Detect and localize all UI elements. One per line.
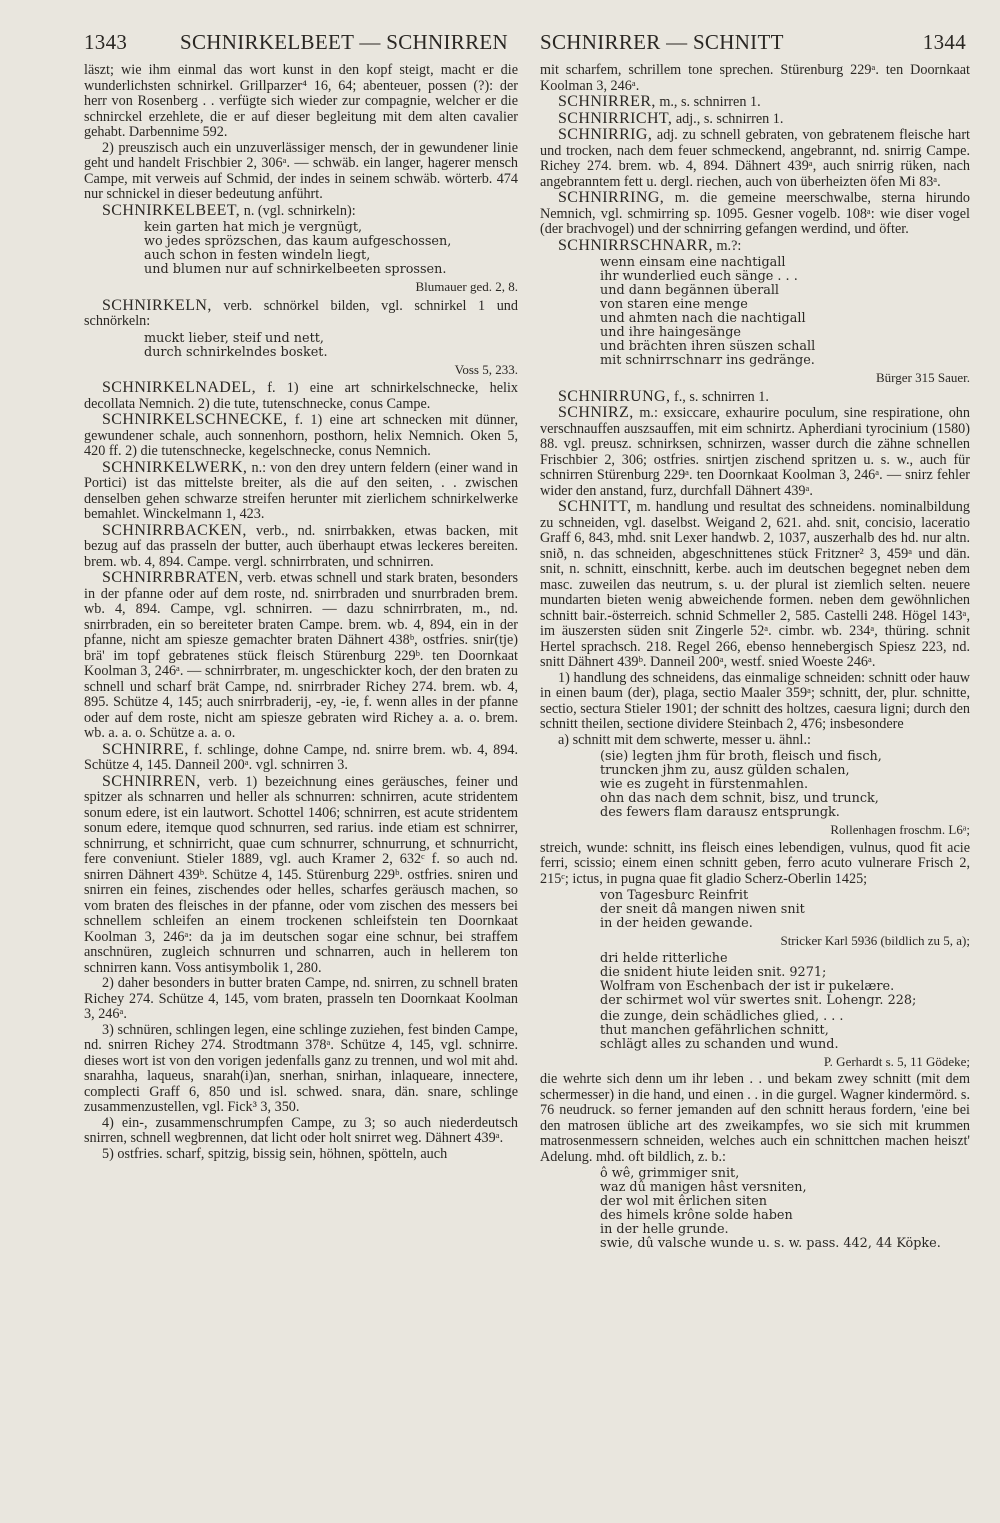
entry-text: m. die gemeine meerschwalbe, sterna hirundo Nemnich, vgl. schmirring sp. 1095. Gesner vogelb. 108ᵃ: wie diser vogel (der brachvogel) und der schnirring gefangen werdind, und öfter.	[540, 190, 970, 237]
verse-quotation	[600, 889, 970, 931]
verse-line: und brächten ihren süszen schall	[600, 339, 816, 354]
verse-line: von Tagesburc Reinfrit	[600, 888, 749, 903]
headword: SCHNIRRBACKEN,	[102, 521, 247, 539]
headword: SCHNIRKELBEET,	[102, 201, 241, 219]
verse-quotation	[600, 750, 970, 820]
page-header	[84, 30, 966, 56]
headword: SCHNIRRBRATEN,	[102, 569, 244, 586]
entry-text: f., s. schnirren 1.	[670, 388, 769, 405]
citation-source: Bürger 315 Sauer.	[876, 370, 970, 385]
running-head-right: SCHNIRRER — SCHNITT	[540, 30, 784, 54]
entry-text: f. schlinge, dohne Campe, nd. snirre brem. wb. 4, 894. Schütze 4, 145. Danneil 200ᵃ. vgl. schnirren 3.	[84, 741, 518, 773]
entry-paragraph	[84, 976, 518, 1023]
dictionary-entry	[84, 380, 518, 412]
headword: SCHNIRRING,	[558, 189, 665, 206]
verse-quotation	[600, 256, 970, 368]
verse-quotation	[144, 221, 518, 277]
verse-line: truncken jhm zu, ausz gülden schalen,	[600, 763, 850, 778]
entry-text: f. 1) eine art schnirkelschnecke, helix decollata Nemnich. 2) die tute, tutenschnecke, conus Campe.	[84, 380, 518, 412]
dictionary-entry	[84, 203, 518, 220]
verse-line: waz dû manigen hâst versniten,	[600, 1180, 807, 1195]
entry-text: verb. etwas schnell und stark braten, besonders in der pfanne oder auf dem roste, nd. snirrbraden und snurrbraden brem. wb. 4, 894. Campe, vgl. schnirren. — dazu schnirrbraten, m., nd. snirrbraden, ein so bereiteter braten Campe. brem. wb. 4, 894, ein in der pfanne, nicht am spiesze gemachter braten Dähnert 438ᵇ, ostfries. snir(tje) brä' im topf gebratenes stück fleisch Stürenburg 229ᵇ. ten Doornkaat Koolman 3, 246ᵃ. — schnirrbrater, m. ungeschickter koch, der den braten zu schnell und scharf brät Campe, nd. snirrbrader Richey 274. brem. wb. 4, 895. Schütze 4, 145; auch snirrbraderij, -ey, -ie, f. wenn alles in der pfanne oder auf dem roste, nicht am spiesze gebraten wird Richey a. a. o. brem. wb. a. a. o. Schütze a. a. o.	[84, 570, 518, 741]
dictionary-entry	[540, 499, 970, 671]
headword: SCHNIRRER,	[558, 93, 656, 110]
entry-text: 4) ein-, zusammenschrumpfen Campe, zu 3; so auch niederdeutsch snirren, schnell wegbrennen, dat licht oder holt snirret weg. Dähnert 439ᵃ.	[84, 1114, 518, 1146]
verse-line: die snident hiute leiden snit. 9271;	[600, 964, 827, 980]
verse-line: und dann begännen überall	[600, 283, 780, 298]
headword: SCHNIRRSCHNARR,	[558, 236, 713, 254]
entry-paragraph	[84, 1116, 518, 1147]
verse-line: ô wê, grimmiger snit,	[600, 1166, 740, 1181]
entry-text: 3) schnüren, schlingen legen, eine schlinge zuziehen, fest binden Campe, nd. snirren Richey 274. Strodtmann 378ᵃ. Schütze 4, 145, vgl. schnirre. dieses wort ist von den vorigen jedenfalls ganz zu trennen, und wol mit ahd. snarahha, laqueus, snarah(i)an, snerhan, snirhan, inlaqueare, innectere, complecti Graff 6, 850 und isl. schwed. snara, dän. snare, schlinge zusammenzustellen, vgl. Fick³ 3, 350.	[84, 1021, 518, 1115]
entry-text: 5) ostfries. scharf, spitzig, bissig sein, höhnen, spötteln, auch	[102, 1145, 448, 1162]
entry-paragraph	[540, 671, 970, 733]
entry-text: adj. zu schnell gebraten, von gebratenem fleische hart und trocken, nach dem feuer schmeckend, angebrannt, nd. snirrig Campe. Richey 274. brem. wb. 4, 894. Dähnert 439ᵃ, auch snirrig rüken, nach angebranntem fett u. dergl. riechen, auch von überheizten öfen Mi 83ᵃ.	[540, 127, 970, 190]
entry-text: m.?:	[712, 237, 742, 254]
entry-text: verb., nd. snirrbakken, etwas backen, mit bezug auf das prasseln der butter, auch überhaupt etwas leckeres bereiten. brem. wb. 4, 894. Campe. vergl. schnirrbraten, und schnirren.	[84, 522, 518, 570]
verse-line: von staren eine menge	[600, 297, 748, 312]
verse-quotation	[600, 1010, 970, 1052]
verse-line: des himels krône solde haben	[600, 1208, 793, 1223]
entry-text: m., s. schnirren 1.	[655, 94, 761, 110]
verse-line: wenn einsam eine nachtigall	[600, 255, 786, 270]
verse-line: des fewers flam darausz entsprungk.	[600, 805, 840, 820]
dictionary-entry	[84, 774, 518, 977]
headword: SCHNIRKELSCHNECKE,	[102, 411, 288, 428]
entry-text: a) schnitt mit dem schwerte, messer u. ähnl.:	[558, 731, 811, 748]
dictionary-entry	[84, 742, 518, 774]
entry-text: die wehrte sich denn um ihr leben . . und bekam zwey schnitt (mit dem schermesser) in die hand, und einen . . in die gurgel. Wagner kindermörd. s. 76 neudruck. so ferner jemanden auf den schnitt heraus fordern, 'eine bei den matrosen übliche art des zweikampfes, wo sie sich mit krummen matrosenmessern schneiden, welches auch ein schnittchen machen heiszt' Adelung. mhd. oft bildlich, z. b.:	[540, 1071, 970, 1165]
entry-text: m.: exsiccare, exhaurire poculum, sine respiratione, ohn verschnauffen auszsauffen, mit eim schnirtz. Apherdiani tyrocinium (1580) 88. vgl. preusz. schnirksen, schnirzen, wasser durch die zähne schnellen Frischbier 2, 306; ostfries. snirtjen zischend spritzen u. s. w., auch für schnirren Stürenburg 229ᵃ. ten Doornkaat Koolman 3, 246ᵃ. — snirz fehler wider den anstand, furz, durchfall Dähnert 439ᵃ.	[540, 405, 970, 499]
page-number-left: 1343	[84, 30, 128, 54]
verse-line: mit schnirrschnarr ins gedränge.	[600, 353, 815, 368]
headword: SCHNIRRE,	[102, 740, 189, 758]
verse-line: Wolfram von Eschenbach der ist ir pukelære.	[600, 978, 895, 994]
dictionary-entry	[84, 412, 518, 460]
verse-line: ohn das nach dem schnit, bisz, und trunck,	[600, 791, 879, 806]
headword: SCHNIRRIG,	[558, 126, 653, 143]
verse-line: und ahmten nach die nachtigall	[600, 311, 806, 326]
verse-line: der schirmet wol vür swertes snit. Lohengr. 228;	[600, 992, 917, 1008]
citation-source: Voss 5, 233.	[454, 361, 518, 377]
citation-source: P. Gerhardt s. 5, 11 Gödeke;	[823, 1053, 970, 1069]
entry-text: adj., s. schnirren 1.	[672, 110, 784, 127]
verse-line: durch schnirkelndes bosket.	[144, 344, 328, 360]
dictionary-entry	[540, 190, 970, 238]
verse-line: (sie) legten jhm für broth, fleisch und fisch,	[600, 749, 882, 764]
verse-line: wie es zugeht in fürstenmahlen.	[600, 777, 809, 792]
headword: SCHNITT,	[558, 498, 632, 515]
verse-quotation	[144, 332, 518, 360]
entry-text: 1) handlung des schneidens, das einmalige schneiden: schnitt oder hauw in einen baum (der), plaga, sectio Maaler 359ᵃ; schnitt, der, plur. schnitte, sectio, sectura Stieler 1901; der schnitt des holtzes, caesura ligni; durch den schnitt theilen, sectione dividere Steinbach 2, 476; insbesondere	[540, 669, 970, 732]
headword: SCHNIRRICHT,	[558, 109, 673, 127]
verse-line: kein garten hat mich je vergnügt,	[144, 220, 363, 235]
left-column	[84, 63, 518, 1495]
entry-text: n.: von den drey untern feldern (einer wand in Portici) ist das mittelste breiter, als die auf den seiten, . . zwischen denselben gehen schwarze streifen herunter mit zierlichem schnirkelwerke bemahlet. Winckelmann 1, 423.	[84, 459, 518, 522]
headword: SCHNIRRUNG,	[558, 387, 671, 405]
citation-source: Stricker Karl 5936 (bildlich zu 5, a);	[780, 933, 970, 948]
verse-quotation	[600, 952, 970, 1008]
entry-text: n. (vgl. schnirkeln):	[240, 202, 356, 219]
verse-line: swie, dû valsche wunde u. s. w. pass. 442, 44 Köpke.	[600, 1236, 941, 1251]
dictionary-entry	[540, 111, 970, 128]
verse-quotation	[600, 1167, 970, 1251]
dictionary-entry	[84, 570, 518, 742]
entry-paragraph	[540, 63, 970, 94]
entry-paragraph	[540, 733, 970, 749]
verse-line: und ihre haingesänge	[600, 325, 742, 340]
entry-paragraph	[84, 1023, 518, 1116]
entry-paragraph	[540, 1072, 970, 1165]
entry-text: mit scharfem, schrillem tone sprechen. Stürenburg 229ᵃ. ten Doornkaat Koolman 3, 246ᵃ.	[540, 63, 970, 94]
dictionary-entry	[540, 94, 970, 111]
entry-text: m. handlung und resultat des schneidens. nominalbildung zu schneiden, vgl. daselbst. Weigand 2, 621. ahd. snit, concisio, laceratio Graff 6, 843, mhd. snit Lexer handwb. 2, 1037, auszerhalb des hd. nur altn. snið, n. das schneiden, abgeschnittenes stück Fritzner² 3, 459ᵃ und dän. snit, n. schnitt, einschnitt, kerbe. auch im deutschen begegnet neben dem masc. zuweilen das neutrum, s. u. der plural ist ziemlich selten. neuere mundarten bieten wenig abweichende formen. neben dem gewöhnlichen schnitt bair.-österreich. schnid Schmeller 2, 585. Castelli 248. Högel 143ᵃ, im äuszersten süden snit Zingerle 52ᵃ. cimbr. wb. 234ᵃ, thüring. schnit Hertel sprachsch. 218. Regel 266, ebenso hennebergisch Spiesz 223, nd. snitt Dähnert 439ᵇ. Danneil 200ᵃ, westf. snied Woeste 246ᵃ.	[540, 499, 970, 670]
verse-line: muckt lieber, steif und nett,	[144, 330, 324, 346]
verse-line: die zunge, dein schädliches glied, . . .	[600, 1008, 844, 1024]
entry-text: streich, wunde: schnitt, ins fleisch eines lebendigen, vulnus, quod fit acie ferri, scissio; einem einen schnitt geben, ferro acuto vulnerare Frisch 2, 215ᶜ; ictus, in pugna quae fit gladio Scherz-Oberlin 1425;	[540, 839, 970, 887]
right-column	[540, 63, 970, 1495]
headword: SCHNIRREN,	[102, 772, 201, 790]
headword: SCHNIRZ,	[558, 404, 634, 421]
verse-line: ihr wunderlied euch sänge . . .	[600, 269, 798, 284]
dictionary-entry	[540, 127, 970, 190]
entry-text: verb. 1) bezeichnung eines geräusches, feiner und spitzer als schnarren und heller als schnurren: schnirren, acute stridentem sonum edere, ist ein lautwort. Schottel 1406; schnirren, est acute stridentem sonum edere, itemque quod schnurren, sed rarius. inde etiam est schnirrer, schnirrung, et schnirricht, quae cum schnurrer, schnurrung, et schnurricht, fere conveniunt. Stieler 1889, vgl. auch Kramer 2, 632ᶜ f. so auch nd. snirren Dähnert 439ᵇ. Schütze 4, 145. Stürenburg 229ᵇ. ostfries. sniren und snirren ein feines, zischendes oder helles, scharfes geräusch machen, so vom braten des fleisches in der pfanne, oder vom zischen des messers bei schnellem schleifen an einem trockenen schleifstein ten Doornkaat Koolman 3, 246ᵃ: da ja im deutschen sogar eine schnur, bei straffem anschnüren, zugleich schnurren und schnarren, auch in hellerem ton schnirren kann. Voss antisymbolik 1, 280.	[84, 773, 518, 976]
dictionary-entry	[540, 389, 970, 406]
headword: SCHNIRKELNADEL,	[102, 379, 256, 396]
entry-paragraph	[84, 1147, 518, 1163]
verse-line: auch schon in festen windeln liegt,	[144, 248, 371, 263]
entry-text: läszt; wie ihm einmal das wort kunst in den kopf steigt, macht er die wunderlichsten schnirkel. Grillparzer⁴ 16, 64; abenteuer, possen (?): der herr von Rosenberg . . verfügte sich wieder zur compagnie, welcher er die schnirckel erzehlete, die er auf dieser begleitung mit dem alten cavalier gehabt. Darbennime 592.	[84, 63, 518, 140]
headword: SCHNIRKELN,	[102, 296, 212, 314]
running-head-left: SCHNIRKELBEET — SCHNIRREN	[180, 30, 508, 54]
dictionary-entry	[540, 405, 970, 499]
verse-line: in der heiden gewande.	[600, 916, 753, 931]
entry-text: 2) daher besonders in butter braten Campe, nd. snirren, zu schnell braten Richey 274. Schütze 4, 145, vom braten, prasseln ten Doornkaat Koolman 3, 246ᵃ.	[84, 975, 518, 1022]
entry-text: verb. schnörkel bilden, vgl. schnirkel 1 und schnörkeln:	[84, 297, 518, 329]
headword: SCHNIRKELWERK,	[102, 458, 248, 476]
dictionary-entry	[84, 298, 518, 330]
entry-text: 2) preuszisch auch ein unzuverlässiger mensch, der in gewundener linie geht und handelt Frischbier 2, 306ᵃ. — schwäb. ein langer, hagerer mensch Campe, mit verweis auf Schmid, der indes in seinem schwäb. wörterb. 474 nur schnickel in dieser bedeutung anführt.	[84, 139, 518, 202]
entry-text: f. 1) eine art schnecken mit dünner, gewundener schale, auch sonnenhorn, posthorn, helix Nemnich. Oken 5, 420 ff. 2) die tutenschnecke, kegelschnecke, conus Nemnich.	[84, 412, 518, 459]
dictionary-entry	[84, 523, 518, 571]
entry-paragraph	[84, 63, 518, 141]
entry-paragraph	[540, 841, 970, 888]
dictionary-entry	[540, 238, 970, 255]
citation-source: Blumauer ged. 2, 8.	[415, 279, 518, 294]
verse-line: der sneit dâ mangen niwen snit	[600, 902, 805, 917]
verse-line: dri helde ritterliche	[600, 950, 728, 966]
verse-line: und blumen nur auf schnirkelbeeten sprossen.	[144, 262, 447, 277]
verse-line: der wol mit êrlichen siten	[600, 1194, 767, 1209]
verse-line: thut manchen gefährlichen schnitt,	[600, 1022, 829, 1038]
verse-line: in der helle grunde.	[600, 1222, 729, 1237]
page-number-right: 1344	[922, 30, 966, 54]
dictionary-entry	[84, 460, 518, 523]
entry-paragraph	[84, 141, 518, 203]
citation-source: Rollenhagen froschm. L6ᵃ;	[830, 822, 970, 837]
verse-line: wo jedes sprözschen, das kaum aufgeschossen,	[144, 234, 452, 249]
verse-line: schlägt alles zu schanden und wund.	[600, 1036, 839, 1052]
